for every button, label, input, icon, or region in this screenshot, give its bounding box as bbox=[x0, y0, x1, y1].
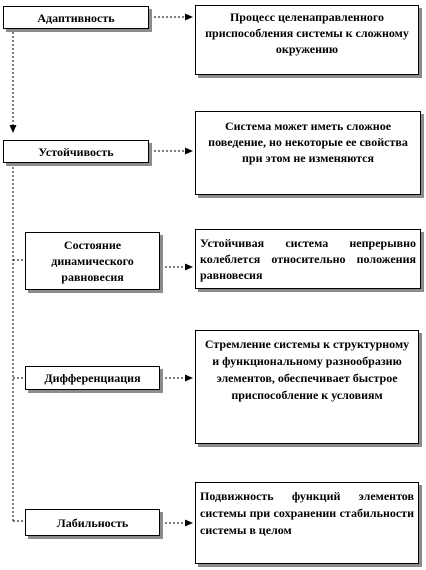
property-lability-label: Лабильность bbox=[56, 515, 129, 530]
description-lability bbox=[195, 482, 419, 564]
property-adaptivity-label: Адаптивность bbox=[37, 10, 115, 25]
description-adaptivity bbox=[195, 5, 419, 75]
description-dynamic-equilibrium bbox=[195, 229, 421, 289]
property-dynamic-equilibrium bbox=[25, 232, 160, 290]
description-adaptivity-text: Процесс целенаправленного приспособления системы к сложному окружению bbox=[205, 10, 409, 56]
property-stability bbox=[3, 140, 149, 163]
description-stability bbox=[195, 111, 421, 195]
property-dynamic-equilibrium-label: Состояние динамического равновесия bbox=[51, 238, 134, 284]
property-adaptivity bbox=[3, 6, 149, 29]
property-differentiation bbox=[25, 366, 160, 390]
description-differentiation-text: Стремление системы к структурному и функциональному разнообразию элементов, обеспечивает быстрое приспособление к условиям bbox=[204, 337, 410, 402]
description-differentiation bbox=[195, 330, 419, 444]
description-lability-text: Подвижность функций элементов системы при сохранении стабильности системы в целом bbox=[200, 489, 414, 537]
property-differentiation-label: Дифференциация bbox=[44, 371, 141, 385]
property-stability-label: Устойчивость bbox=[38, 144, 114, 159]
description-stability-text: Система может иметь сложное поведение, но некоторые ее свойства при этом не изменяются bbox=[208, 119, 408, 165]
property-lability bbox=[25, 509, 160, 536]
description-dynamic-equilibrium-text: Устойчивая система непрерывно колеблется относительно положения равновесия bbox=[200, 236, 416, 282]
